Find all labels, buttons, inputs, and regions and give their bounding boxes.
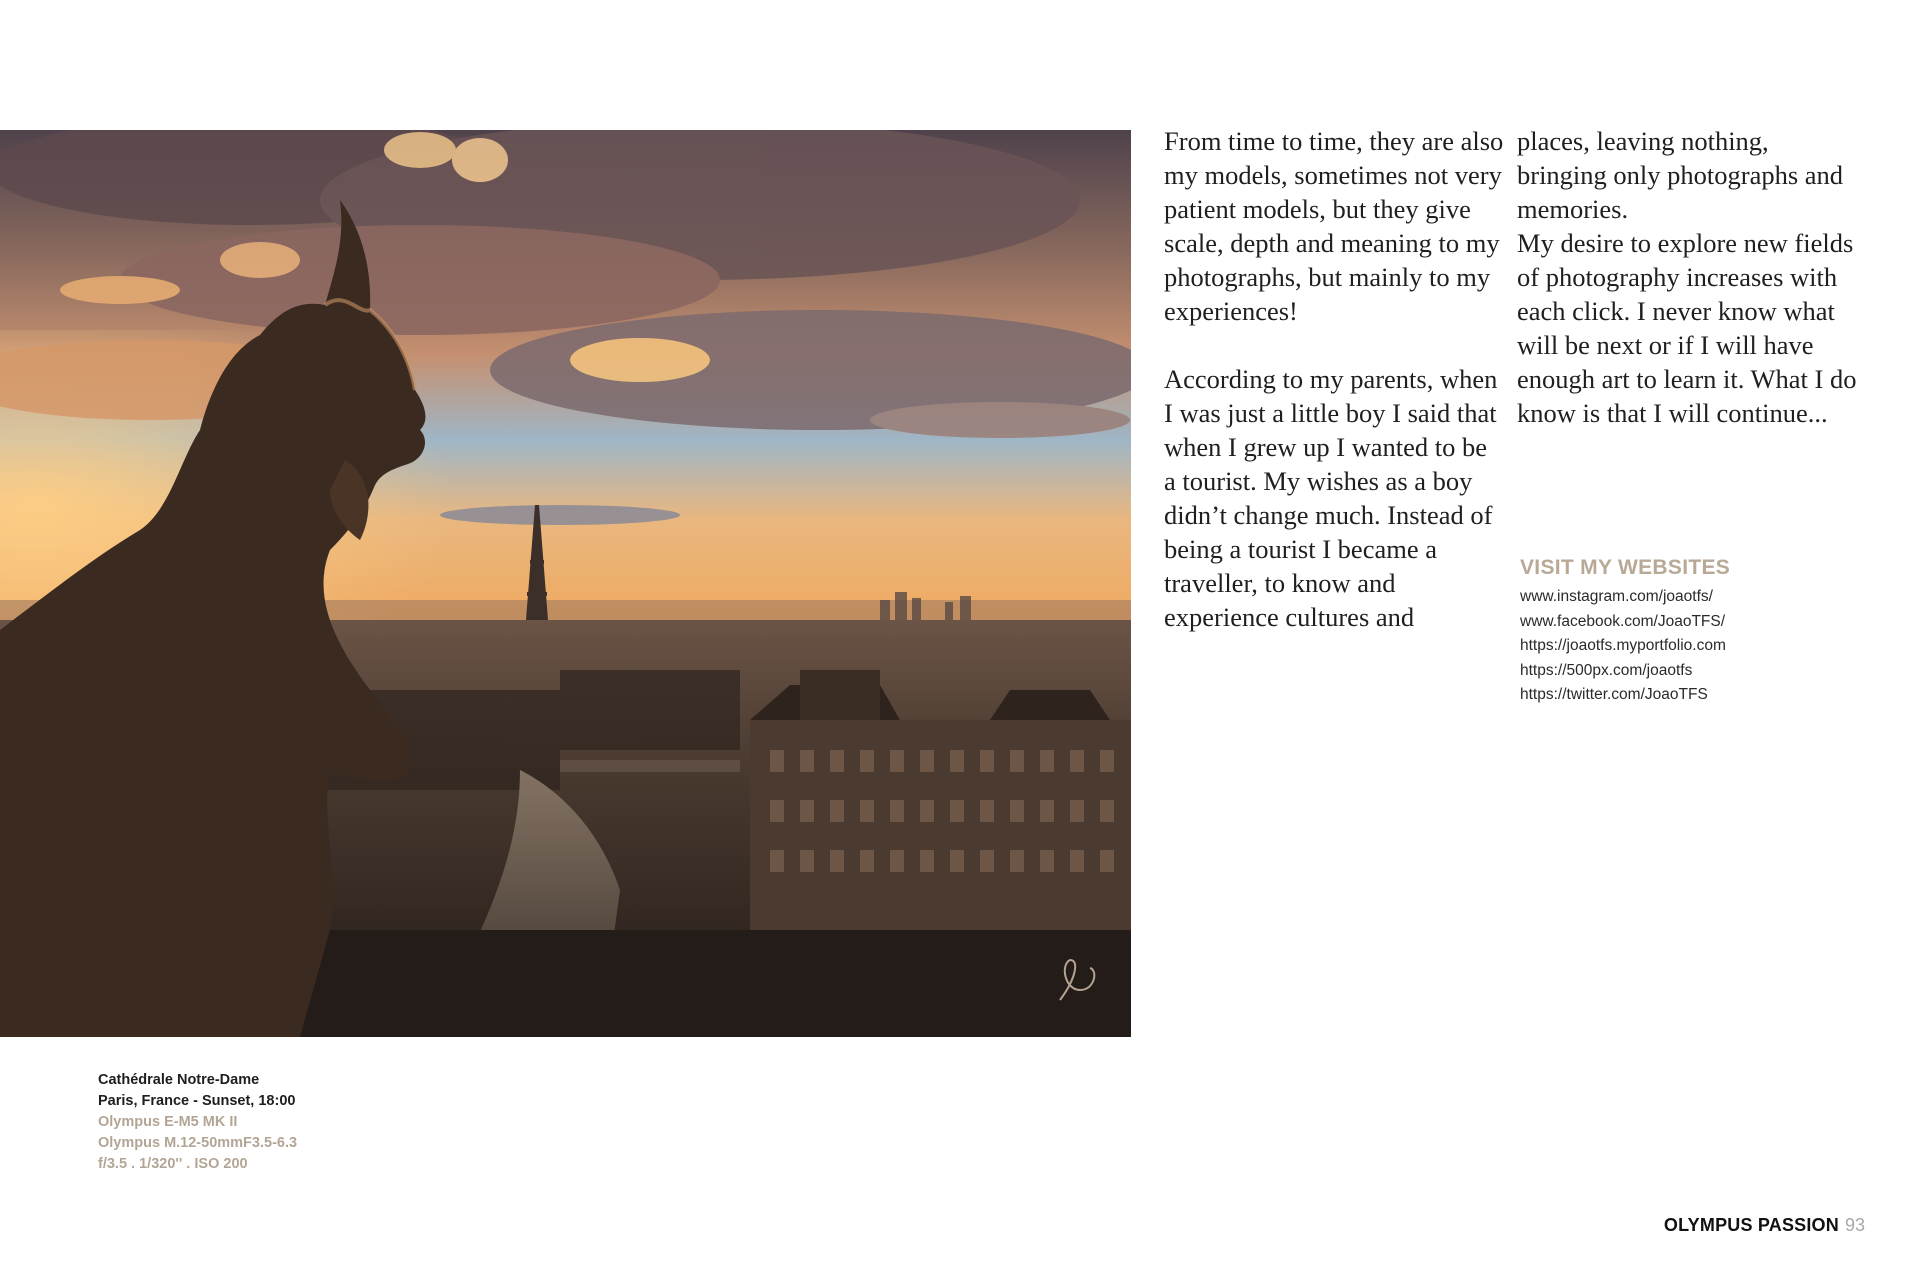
magazine-name: OLYMPUS PASSION (1663, 1215, 1839, 1235)
notre-dame-gargoyle-photo (0, 130, 1131, 1037)
article-paragraph: places, leaving nothing, bringing only photographs and memories. (1517, 126, 1844, 224)
article-column-right (1517, 124, 1862, 430)
caption-exposure: f/3.5 . 1/320'' . ISO 200 (98, 1156, 248, 1172)
portfolio-link[interactable]: https://joaotfs.myportfolio.com (1520, 637, 1726, 654)
500px-link[interactable]: https://500px.com/joaotfs (1520, 661, 1693, 679)
article-paragraph: According to my parents, when I was just a little boy I said that when I grew up I wanted to be a tourist. My wishes as a boy didn’t change much. Instead of being a tourist I became a traveller, to know and experience cultures and (1164, 364, 1498, 632)
websites-block (1520, 555, 1880, 708)
page-number: 93 (1844, 1215, 1865, 1235)
photo-caption (98, 1070, 518, 1175)
article-column-left (1164, 124, 1504, 634)
page-footer (1664, 1214, 1865, 1236)
twitter-link[interactable]: https://twitter.com/JoaoTFS (1520, 686, 1708, 703)
caption-camera: Olympus E-M5 MK II (98, 1114, 238, 1130)
facebook-link[interactable]: www.facebook.com/JoaoTFS/ (1520, 612, 1726, 630)
websites-heading: VISIT MY WEBSITES (1520, 556, 1731, 579)
instagram-link[interactable]: www.instagram.com/joaotfs/ (1520, 588, 1713, 605)
article-paragraph: From time to time, they are also my models, sometimes not very patient models, but they give scale, depth and meaning to my photographs, but mainly to my experiences! (1164, 126, 1504, 326)
article-paragraph: My desire to explore new fields of photography increases with each click. I never know what will be next or if I will have enough art to learn it. What I do know is that I will continue... (1517, 228, 1857, 428)
caption-lens: Olympus M.12-50mmF3.5-6.3 (98, 1135, 298, 1151)
caption-location: Cathédrale Notre-Dame (98, 1072, 260, 1088)
caption-place-time: Paris, France - Sunset, 18:00 (98, 1093, 296, 1109)
